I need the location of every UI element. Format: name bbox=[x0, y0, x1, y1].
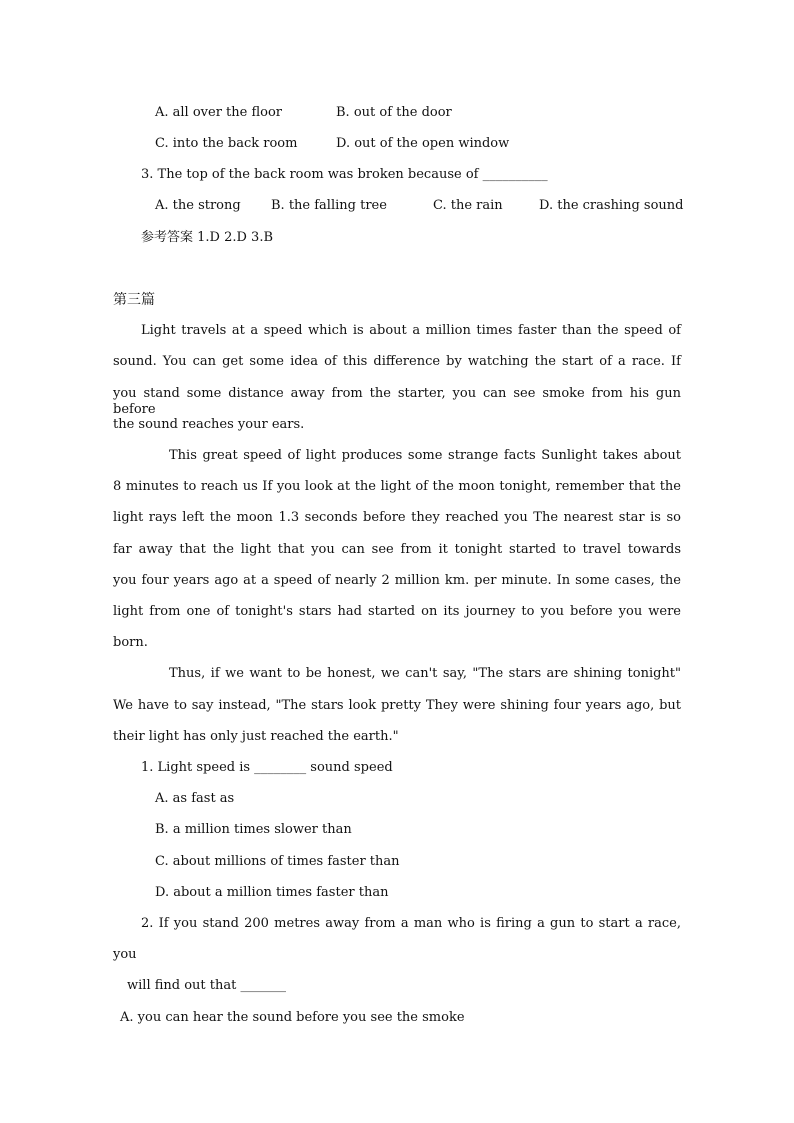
q2-option-d: D. out of the open window bbox=[336, 136, 510, 151]
s3-q2-question-line-1: 2. If you stand 200 metres away from a man who is firing a gun to start a race, bbox=[141, 916, 681, 931]
paragraph-1-line: sound. You can get some idea of this difference by watching the start of a race. If bbox=[113, 354, 681, 369]
paragraph-1-line: you stand some distance away from the starter, you can see smoke from his gun before bbox=[113, 386, 681, 417]
s3-q1-option-d: D. about a million times faster than bbox=[155, 885, 389, 900]
q3-question: 3. The top of the back room was broken because of __________ bbox=[141, 167, 548, 182]
s3-q2-question-line-3: will find out that _______ bbox=[127, 978, 286, 993]
paragraph-3-line: their light has only just reached the earth." bbox=[113, 729, 399, 744]
q3-option-b: B. the falling tree bbox=[271, 198, 387, 213]
paragraph-2-line: This great speed of light produces some strange facts Sunlight takes about bbox=[169, 448, 681, 463]
paragraph-1-line: the sound reaches your ears. bbox=[113, 417, 305, 432]
paragraph-3-line: Thus, if we want to be honest, we can't say, "The stars are shining tonight" bbox=[169, 666, 681, 681]
q3-option-a: A. the strong bbox=[155, 198, 241, 213]
s3-q1-option-c: C. about millions of times faster than bbox=[155, 854, 400, 869]
section-heading: 第三篇 bbox=[113, 292, 155, 308]
q3-option-d: D. the crashing sound bbox=[539, 198, 684, 213]
q2-option-row-1 bbox=[155, 105, 452, 121]
s3-q2-question-line-2: you bbox=[113, 947, 137, 962]
paragraph-2-line: you four years ago at a speed of nearly 2 million km. per minute. In some cases, the bbox=[113, 573, 681, 588]
answer-key: 参考答案 1.D 2.D 3.B bbox=[141, 230, 274, 245]
paragraph-2-line: 8 minutes to reach us If you look at the light of the moon tonight, remember that the bbox=[113, 479, 681, 494]
q2-option-a: A. all over the floor bbox=[155, 105, 283, 120]
paragraph-2-line: far away that the light that you can see from it tonight started to travel towards bbox=[113, 542, 681, 557]
q3-option-row bbox=[155, 198, 684, 214]
paragraph-2-line: light from one of tonight's stars had started on its journey to you before you were bbox=[113, 604, 681, 619]
q2-option-row-2 bbox=[155, 136, 509, 152]
q2-option-c: C. into the back room bbox=[155, 136, 298, 151]
paragraph-2-line: born. bbox=[113, 635, 148, 650]
q2-option-b: B. out of the door bbox=[336, 105, 452, 120]
s3-q1-option-b: B. a million times slower than bbox=[155, 822, 352, 837]
q3-option-c: C. the rain bbox=[433, 198, 503, 213]
s3-q1-question: 1. Light speed is ________ sound speed bbox=[141, 760, 393, 775]
paragraph-2-line: light rays left the moon 1.3 seconds before they reached you The nearest star is so bbox=[113, 510, 681, 525]
s3-q1-option-a: A. as fast as bbox=[155, 791, 235, 806]
paragraph-1-line: Light travels at a speed which is about a million times faster than the speed of bbox=[141, 323, 681, 338]
s3-q2-option-a: A. you can hear the sound before you see the smoke bbox=[120, 1010, 465, 1025]
paragraph-3-line: We have to say instead, "The stars look pretty They were shining four years ago, but bbox=[113, 698, 681, 713]
